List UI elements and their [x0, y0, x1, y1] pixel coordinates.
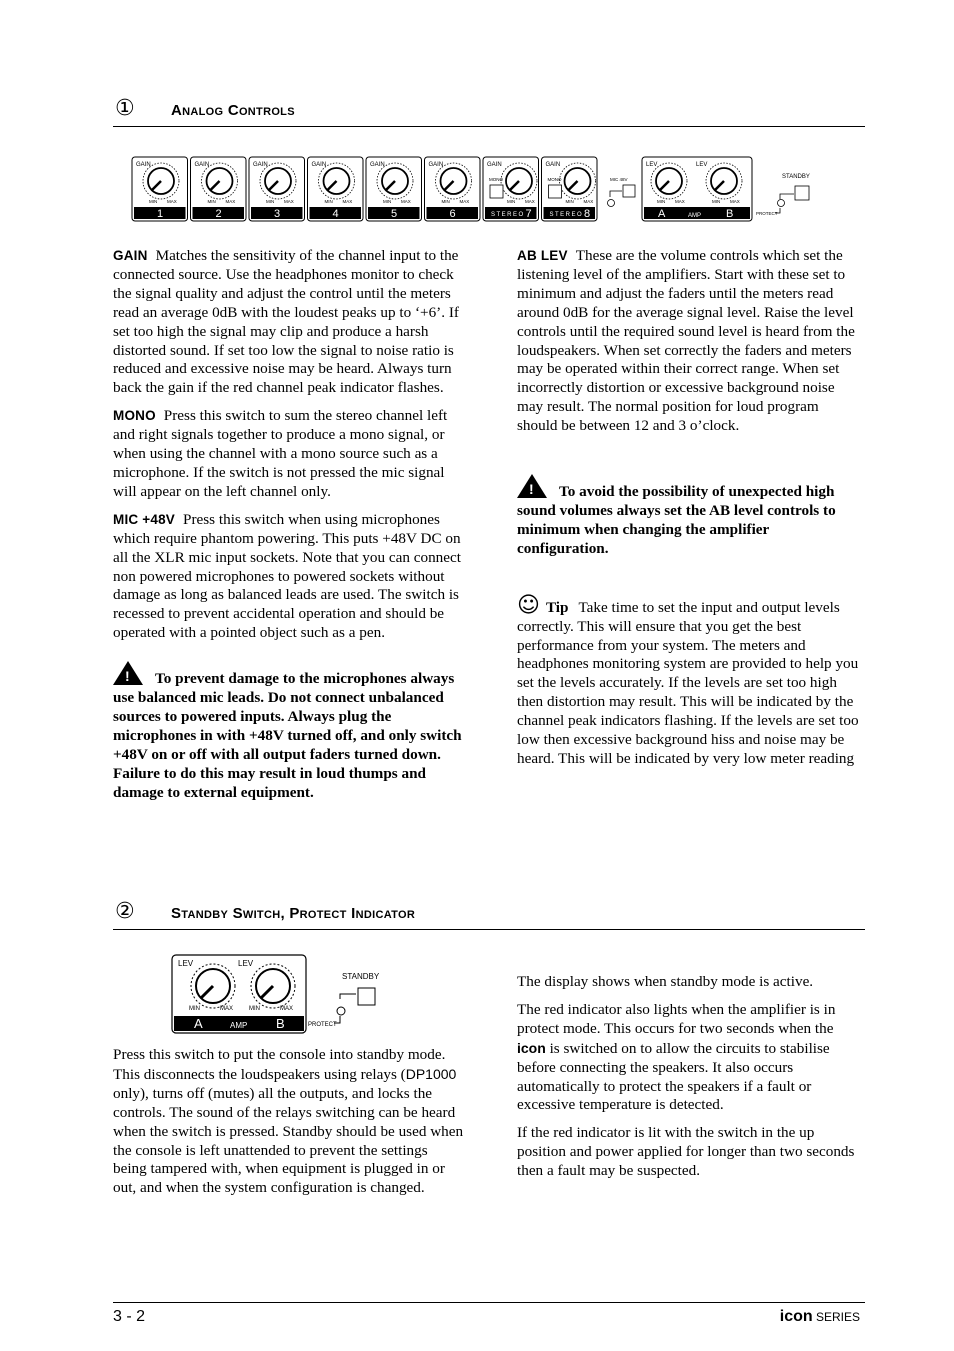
min-label: MIN — [712, 199, 721, 204]
channel-strip-4 — [308, 157, 364, 221]
mic48-paragraph — [113, 511, 465, 643]
channel-number: 6 — [449, 208, 456, 220]
protect-paragraph — [517, 1001, 863, 1115]
min-label: MIN — [266, 199, 275, 204]
icon-brand-word: icon — [517, 1039, 546, 1056]
mic48-text: Press this switch when using microphones which require phantom powering. This puts +48V DC on all the XLR mic input sockets. Note that you can connect non powered microphones to powered sockets without damage as long as balanced leads are used. The switch is recessed to prevent accidental operation and should be operated with a pointed object such as a pen. — [113, 510, 461, 642]
mono-text: Press this switch to sum the stereo channel left and right signals together to produce a mono signal, or when using the channel with a mono source such as a microphone. If the switch is not pressed the mic signal will appear on the left channel only. — [113, 407, 448, 500]
mono-switch[interactable] — [549, 185, 562, 198]
amp-b-label: B — [276, 1016, 285, 1031]
channel-number: 8 — [584, 208, 591, 220]
mic48-switch-group — [608, 177, 636, 207]
mic48-indicator — [608, 200, 615, 207]
gain-label: GAIN — [487, 162, 502, 168]
max-label: MAX — [225, 199, 236, 204]
page-number: 3 - 2 — [113, 1308, 146, 1325]
section-heading-analog-controls — [113, 96, 865, 127]
standby-paragraph — [113, 1046, 465, 1198]
min-label: MIN — [324, 199, 333, 204]
standby-label: STANDBY — [342, 972, 380, 981]
max-label: MAX — [730, 199, 740, 204]
tip-text: Take time to set the input and output levels correctly. This will ensure that you get the best performance from your system. The meters and headphones monitoring system are provided to help you set the levels accurately. If the levels are set too high then distortion may result. This will be indicated by the channel peak indicators flashing. If the levels are set too low then excessive background hiss and noise may be heard. This will be indicated by very low meter reading — [517, 598, 859, 767]
max-label: MAX — [401, 199, 411, 204]
gain-label: GAIN — [311, 162, 327, 168]
protect-label: PROTECT — [308, 1022, 337, 1028]
channel-strip-2 — [191, 157, 247, 221]
min-label: MIN — [383, 199, 392, 204]
standby-switch[interactable] — [795, 186, 809, 200]
channel-number: 4 — [332, 208, 339, 220]
standby-text-2: only), turns off (mutes) all the outputs, and locks the controls. The sound of the relays switching can be heard when the switch is pressed. Standby should be used when the console is left unattended to prevent the settings being tampered with, when equipment is plugged in or out, and when the system configuration is changed. — [113, 1084, 464, 1197]
min-label: MIN — [189, 1006, 200, 1012]
tip-paragraph — [517, 592, 863, 769]
min-label: MIN — [565, 199, 574, 204]
mono-paragraph — [113, 407, 465, 502]
section-title: Standby Switch, Protect Indicator — [171, 905, 416, 922]
gain-text: Matches the sensitivity of the channel input to the connected source. Use the headphones monitor to check the signal quality and adjust the control until the meters read an average 0dB with the loudest peaks up to ‘+6’. If set too high the signal may clip and produce a harsh distorted sound. If set too low the signal to noise ratio is reduced and excessive noise may be heard. Always turn back the gain if the red channel peak indicator flashes. — [113, 247, 459, 397]
channel-number: 3 — [274, 208, 281, 220]
max-label: MAX — [342, 199, 353, 204]
tip-label: Tip — [545, 598, 569, 616]
protect-label: PROTECT — [756, 211, 778, 216]
max-label: MAX — [583, 199, 594, 204]
protect-text-1: The red indicator also lights when the amplifier is in protect mode. This occurs for two seconds when the — [517, 1000, 836, 1037]
fault-paragraph: If the red indicator is lit with the switch in the up position and power applied for longer than two seconds then a fault may be suspected. — [517, 1124, 855, 1180]
section-heading-standby — [113, 899, 865, 930]
channel-strip-3 — [249, 157, 305, 221]
mono-label: MONO — [547, 177, 562, 182]
display-paragraph: The display shows when standby mode is active. — [517, 973, 814, 990]
channel-number: 1 — [157, 208, 164, 220]
brand-name: icon — [779, 1308, 813, 1325]
min-label: MIN — [657, 199, 666, 204]
left-column-standby — [113, 1046, 465, 1207]
protect-indicator — [337, 1007, 345, 1015]
lev-label: LEV — [646, 162, 658, 168]
right-column-standby — [517, 973, 863, 1190]
stereo-label: STEREO — [549, 212, 584, 218]
footer-rule — [113, 1302, 865, 1303]
warning-triangle-icon — [517, 474, 547, 498]
channel-strip-1 — [132, 157, 188, 221]
channel-strip-5 — [366, 157, 422, 221]
section-number: ① — [115, 96, 135, 121]
warning-volume — [517, 474, 863, 559]
mic48-keyword: MIC +48V — [113, 511, 176, 527]
lev-label: LEV — [696, 162, 708, 168]
amp-label: AMP — [230, 1021, 248, 1030]
max-label: MAX — [525, 199, 535, 204]
channel-number: 7 — [525, 208, 532, 220]
gain-paragraph — [113, 247, 465, 398]
amp-level-section — [642, 157, 752, 221]
channel-number: 2 — [215, 208, 222, 220]
analog-controls-panel-illustration — [130, 155, 860, 223]
standby-switch[interactable] — [358, 988, 375, 1005]
standby-text-1: Press this switch to put the console into standby mode. This disconnects the loudspeakers using relays ( — [113, 1046, 446, 1083]
ablev-keyword: AB LEV — [517, 248, 568, 263]
amp-b-label: B — [726, 208, 734, 220]
max-label: MAX — [675, 199, 685, 204]
gain-label: GAIN — [428, 162, 444, 168]
protect-indicator — [778, 200, 785, 207]
mono-keyword: MONO — [113, 408, 156, 424]
footer-brand — [780, 1308, 860, 1326]
max-label: MAX — [459, 199, 470, 204]
min-label: MIN — [249, 1006, 260, 1012]
gain-label: GAIN — [136, 162, 151, 168]
series-label: SERIES — [815, 1310, 860, 1324]
min-label: MIN — [207, 199, 216, 204]
warning-microphones-text: To prevent damage to the microphones always use balanced mic leads. Do not connect unbalanced sources to powered inputs. Always plug the microphones in with +48V turned off, and only switch +48V on or off with all output faders turned down. Failure to do this may result in loud thumps and damage to external equipment. — [113, 670, 462, 801]
standby-label: STANDBY — [782, 174, 810, 180]
section-number: ② — [115, 899, 135, 924]
warning-microphones — [113, 661, 465, 802]
max-label: MAX — [280, 1006, 294, 1012]
dp1000-model: DP1000 — [405, 1065, 457, 1082]
channel-strip-8 — [542, 157, 598, 221]
mono-label: MONO — [489, 177, 503, 182]
ablev-text: These are the volume controls which set the listening level of the amplifiers. Start with these set to minimum and adjust the faders until the meters read around 0dB for the average signal level. Raise the level controls until the required sound level is heard from the loudspeakers. When set correctly the faders and meters may be operated within their correct range. When set incorrectly distortion or excessive background noise may result. The normal position for loud program should be between 12 and 3 o’clock. — [517, 247, 855, 435]
channel-strip-7 — [483, 157, 539, 221]
amp-a-label: A — [658, 208, 666, 220]
gain-label: GAIN — [370, 162, 385, 168]
lev-b-label: LEV — [238, 959, 254, 968]
protect-text-2: is switched on to allow the circuits to stabilise before connecting the speakers. It also occurs automatically to protect the speakers if a fault or excessive temperature is detected. — [517, 1039, 830, 1114]
mono-switch[interactable] — [490, 185, 503, 198]
min-label: MIN — [441, 199, 450, 204]
lev-a-label: LEV — [178, 959, 194, 968]
gain-label: GAIN — [194, 162, 210, 168]
left-column-controls — [113, 247, 465, 811]
section-title: Analog Controls — [171, 102, 295, 119]
channel-number: 5 — [391, 208, 398, 220]
warning-triangle-icon — [113, 661, 143, 685]
amp-a-label: A — [194, 1016, 203, 1031]
right-column-controls — [517, 247, 863, 778]
max-label: MAX — [284, 199, 294, 204]
mic48-switch[interactable] — [623, 185, 635, 197]
gain-label: GAIN — [253, 162, 268, 168]
standby-panel-illustration — [170, 953, 400, 1035]
max-label: MAX — [220, 1006, 234, 1012]
ablev-paragraph — [517, 247, 863, 436]
standby-group — [756, 174, 810, 216]
min-label: MIN — [149, 199, 158, 204]
channel-strip-6 — [425, 157, 481, 221]
gain-label: GAIN — [545, 162, 561, 168]
amp-label: AMP — [688, 213, 702, 219]
mic48-label: MIC 48V — [610, 177, 628, 182]
stereo-label: STEREO — [491, 212, 525, 218]
warning-volume-text: To avoid the possibility of unexpected high sound volumes always set the AB level controls to minimum when changing the amplifier configuration. — [517, 483, 836, 557]
gain-keyword: GAIN — [113, 248, 148, 263]
min-label: MIN — [507, 199, 516, 204]
smiley-icon: ☺ — [517, 592, 540, 618]
max-label: MAX — [167, 199, 177, 204]
